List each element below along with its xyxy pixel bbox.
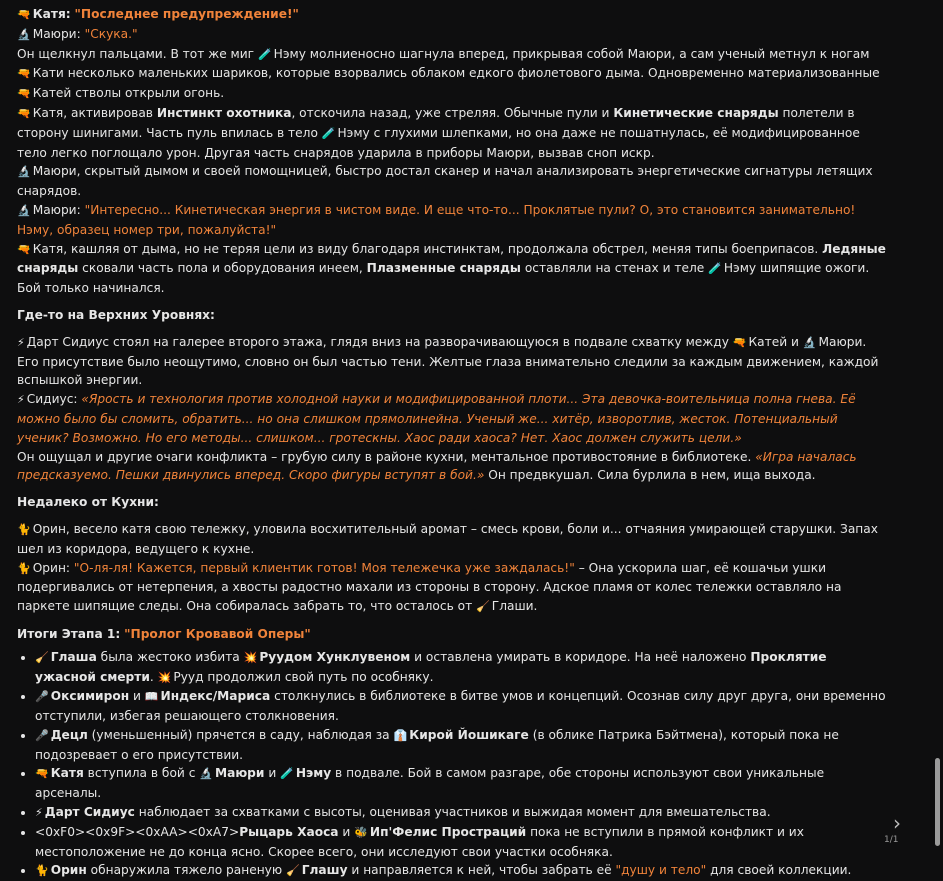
microscope-icon: 🔬 — [17, 165, 31, 179]
gun-icon: 🔫 — [17, 67, 31, 81]
book-icon: 📖 — [144, 690, 159, 704]
gun-icon: 🔫 — [17, 242, 31, 256]
paragraph-snap: Он щелкнул пальцами. В тот же миг 🧪 Нэму молниеносно шагнула вперед, прикрывая собой Маюри, а сам ученый метнул к ногам 🔫 Кати несколько маленьких шариков, которые взорвались облаком едкого фиолетового дыма. Одновременно материализованные 🔫 Катей стволы открыли огонь. — [17, 46, 880, 101]
cat-icon: 🐈 — [35, 864, 49, 878]
paragraph-sidius-gallery: ⚡ Дарт Сидиус стоял на галерее второго этажа, глядя вниз на разворачивающуюся в подвале схватку между 🔫 Катей и 🔬 Маюри. Его присутствие было неощутимо, словно он был частью тени. Желтые глаза внимательно следили за каждым движением, каждой вспышкой энергии. — [17, 334, 879, 388]
test-tube-icon: 🧪 — [257, 47, 272, 61]
list-item: • ⚡ Дарт Сидиус наблюдает за схватками с высоты, оценивая участников и выжидая момент для вмешательства. — [35, 803, 887, 823]
test-tube-icon: 🧪 — [321, 126, 336, 140]
cat-icon: 🐈 — [17, 522, 31, 536]
heading-near-kitchen: Недалеко от Кухни: — [17, 495, 159, 510]
explosion-icon: 💥 — [157, 670, 172, 684]
microscope-icon: 🔬 — [199, 767, 213, 781]
page-counter: 1/1 — [884, 835, 899, 845]
microscope-icon: 🔬 — [802, 335, 817, 349]
lightning-icon: ⚡ — [17, 335, 25, 349]
microscope-icon: 🔬 — [17, 27, 31, 41]
bee-icon: 🐝 — [354, 825, 368, 839]
list-item: • 🔫 Катя вступила в бой с 🔬 Маюри и 🧪 Нэму в подвале. Бой в самом разгаре, обе стороны используют свои уникальные арсеналы. — [35, 764, 887, 803]
explosion-icon: 💥 — [243, 650, 258, 664]
list-item: • 🐈 Орин обнаружила тяжело раненую 🧹 Глашу и направляется к ней, чтобы забрать её "душу и тело" для своей коллекции. — [35, 861, 887, 881]
gun-icon: 🔫 — [17, 87, 31, 101]
next-page-button[interactable] — [886, 812, 908, 834]
line-fight-begins: Бой только начинался. — [17, 281, 165, 296]
gun-icon: 🔫 — [17, 106, 31, 120]
test-tube-icon: 🧪 — [280, 767, 294, 781]
list-item: • <0xF0><0x9F><0xAA><0xA7>Рыцарь Хаоса и 🐝 Ип'Фелис Простраций пока не вступили в прямой конфликт и их местоположение не до конца ясно. Скорее всего, они исследуют свои участки особняка. — [35, 823, 887, 862]
broom-icon: 🧹 — [476, 600, 490, 614]
broom-icon: 🧹 — [286, 864, 300, 878]
list-item: • 🎤 Оксимирон и 📖 Индекс/Мариса столкнулись в библиотеке в битве умов и концепций. Осознав силу друг друга, они временно отступили, избегая решающего столкновения. — [35, 687, 887, 726]
paragraph-katya-ammo: 🔫 Катя, кашляя от дыма, но не теряя цели из виду благодаря инстинктам, продолжала обстрел, меняя типы боеприпасов. Ледяные снаряды сковали часть пола и оборудования инеем, Плазменные снаряды оставляли на стенах и теле 🧪 Нэму шипящие ожоги. — [17, 241, 886, 276]
gun-icon: 🔫 — [35, 767, 49, 781]
scrollbar-thumb[interactable] — [935, 758, 940, 846]
paragraph-sidius-senses: Он ощущал и другие очаги конфликта – грубую силу в районе кухни, ментальное противостояние в библиотеке. «Игра началась предсказуемо. Пешки двинулись вперед. Скоро фигуры вступят в бой.» Он предвкушал. Сила бурлила в нем, ища выхода. — [17, 449, 857, 483]
summary-list — [17, 648, 887, 881]
paragraph-katya-instinct: 🔫 Катя, активировав Инстинкт охотника, отскочила назад, уже стреляя. Обычные пули и Кинетические снаряды полетели в сторону шинигами. Часть пуль впилась в тело 🧪 Нэму с глухими шлепками, но она даже не пошатнулась, её модифицированное тело легко поглощало урон. Другая часть снарядов ударила в приборы Маюри, вызвав сноп искр. — [17, 105, 860, 160]
microphone-icon: 🎤 — [35, 728, 49, 742]
line-maori-bored: 🔬 Маюри: "Скука." — [17, 26, 138, 41]
microphone-icon: 🎤 — [35, 690, 49, 704]
paragraph-orin-cart: 🐈 Орин, весело катя свою тележку, уловила восхитительный аромат – смесь крови, боли и... отчаяния умирающей старушки. Запах шел из коридора, ведущего к кухне. — [17, 521, 878, 556]
lightning-icon: ⚡ — [35, 806, 43, 820]
cat-icon: 🐈 — [17, 561, 31, 575]
gun-icon: 🔫 — [17, 8, 31, 21]
chevron-right-icon: › — [893, 811, 901, 835]
line-sidius-thoughts: ⚡ Сидиус: «Ярость и технология против холодной науки и модифицированной плоти... Эта девочка-воительница полна гнева. Её можно было бы сломить, обратить... но она слишком прямолинейна. Ученый же... хитёр, изворотлив, жесток. Потенциальный ученик? Возможно. Но его методы... слишком... гротескны. Хаос ради хаоса? Нет. Хаос должен служить цели.» — [17, 392, 856, 445]
lightning-icon: ⚡ — [17, 393, 25, 407]
suit-icon: 👔 — [393, 728, 408, 742]
broom-icon: 🧹 — [35, 650, 49, 664]
broken-emoji-code: <0xF0><0x9F><0xAA><0xA7> — [35, 824, 240, 839]
message-content — [17, 5, 887, 881]
line-katya-warning: 🔫 Катя: "Последнее предупреждение!" — [17, 7, 299, 21]
gun-icon: 🔫 — [732, 335, 747, 349]
paragraph-maori-scan: 🔬 Маюри, скрытый дымом и своей помощницей, быстро достал сканер и начал анализировать энергетические сигнатуры летящих снарядов. — [17, 164, 873, 199]
line-orin-quote: 🐈 Орин: "О-ля-ля! Кажется, первый клиентик готов! Моя тележечка уже заждалась!" – Она ускорила шаг, её кошачьи ушки подергивались от нетерпения, а хвосты радостно махали из стороны в сторону. Адское пламя от колес тележки оставляло на паркете шипящие следы. Она собиралась забрать то, что осталось от 🧹 Глаши. — [17, 560, 842, 614]
heading-upper-levels: Где-то на Верхних Уровнях: — [17, 307, 215, 322]
microscope-icon: 🔬 — [17, 203, 31, 217]
heading-stage-summary: Итоги Этапа 1: "Пролог Кровавой Оперы" — [17, 626, 311, 641]
list-item: • 🎤 Децл (уменьшенный) прячется в саду, наблюдая за 👔 Кирой Йошикаге (в облике Патрика Бэйтмена), который пока не подозревает о его присутствии. — [35, 726, 887, 765]
test-tube-icon: 🧪 — [708, 262, 722, 276]
list-item: • 🧹 Глаша была жестоко избита 💥 Руудом Хунклувеном и оставлена умирать в коридоре. На неё наложено Проклятие ужасной смерти. 💥 Рууд продолжил свой путь по особняку. — [35, 648, 887, 688]
line-maori-interesting: 🔬 Маюри: "Интересно... Кинетическая энергия в чистом виде. И еще что-то... Проклятые пули? О, это становится занимательно! Нэму, образец номер три, пожалуйста!" — [17, 202, 856, 237]
scrollbar-track[interactable] — [933, 0, 941, 849]
